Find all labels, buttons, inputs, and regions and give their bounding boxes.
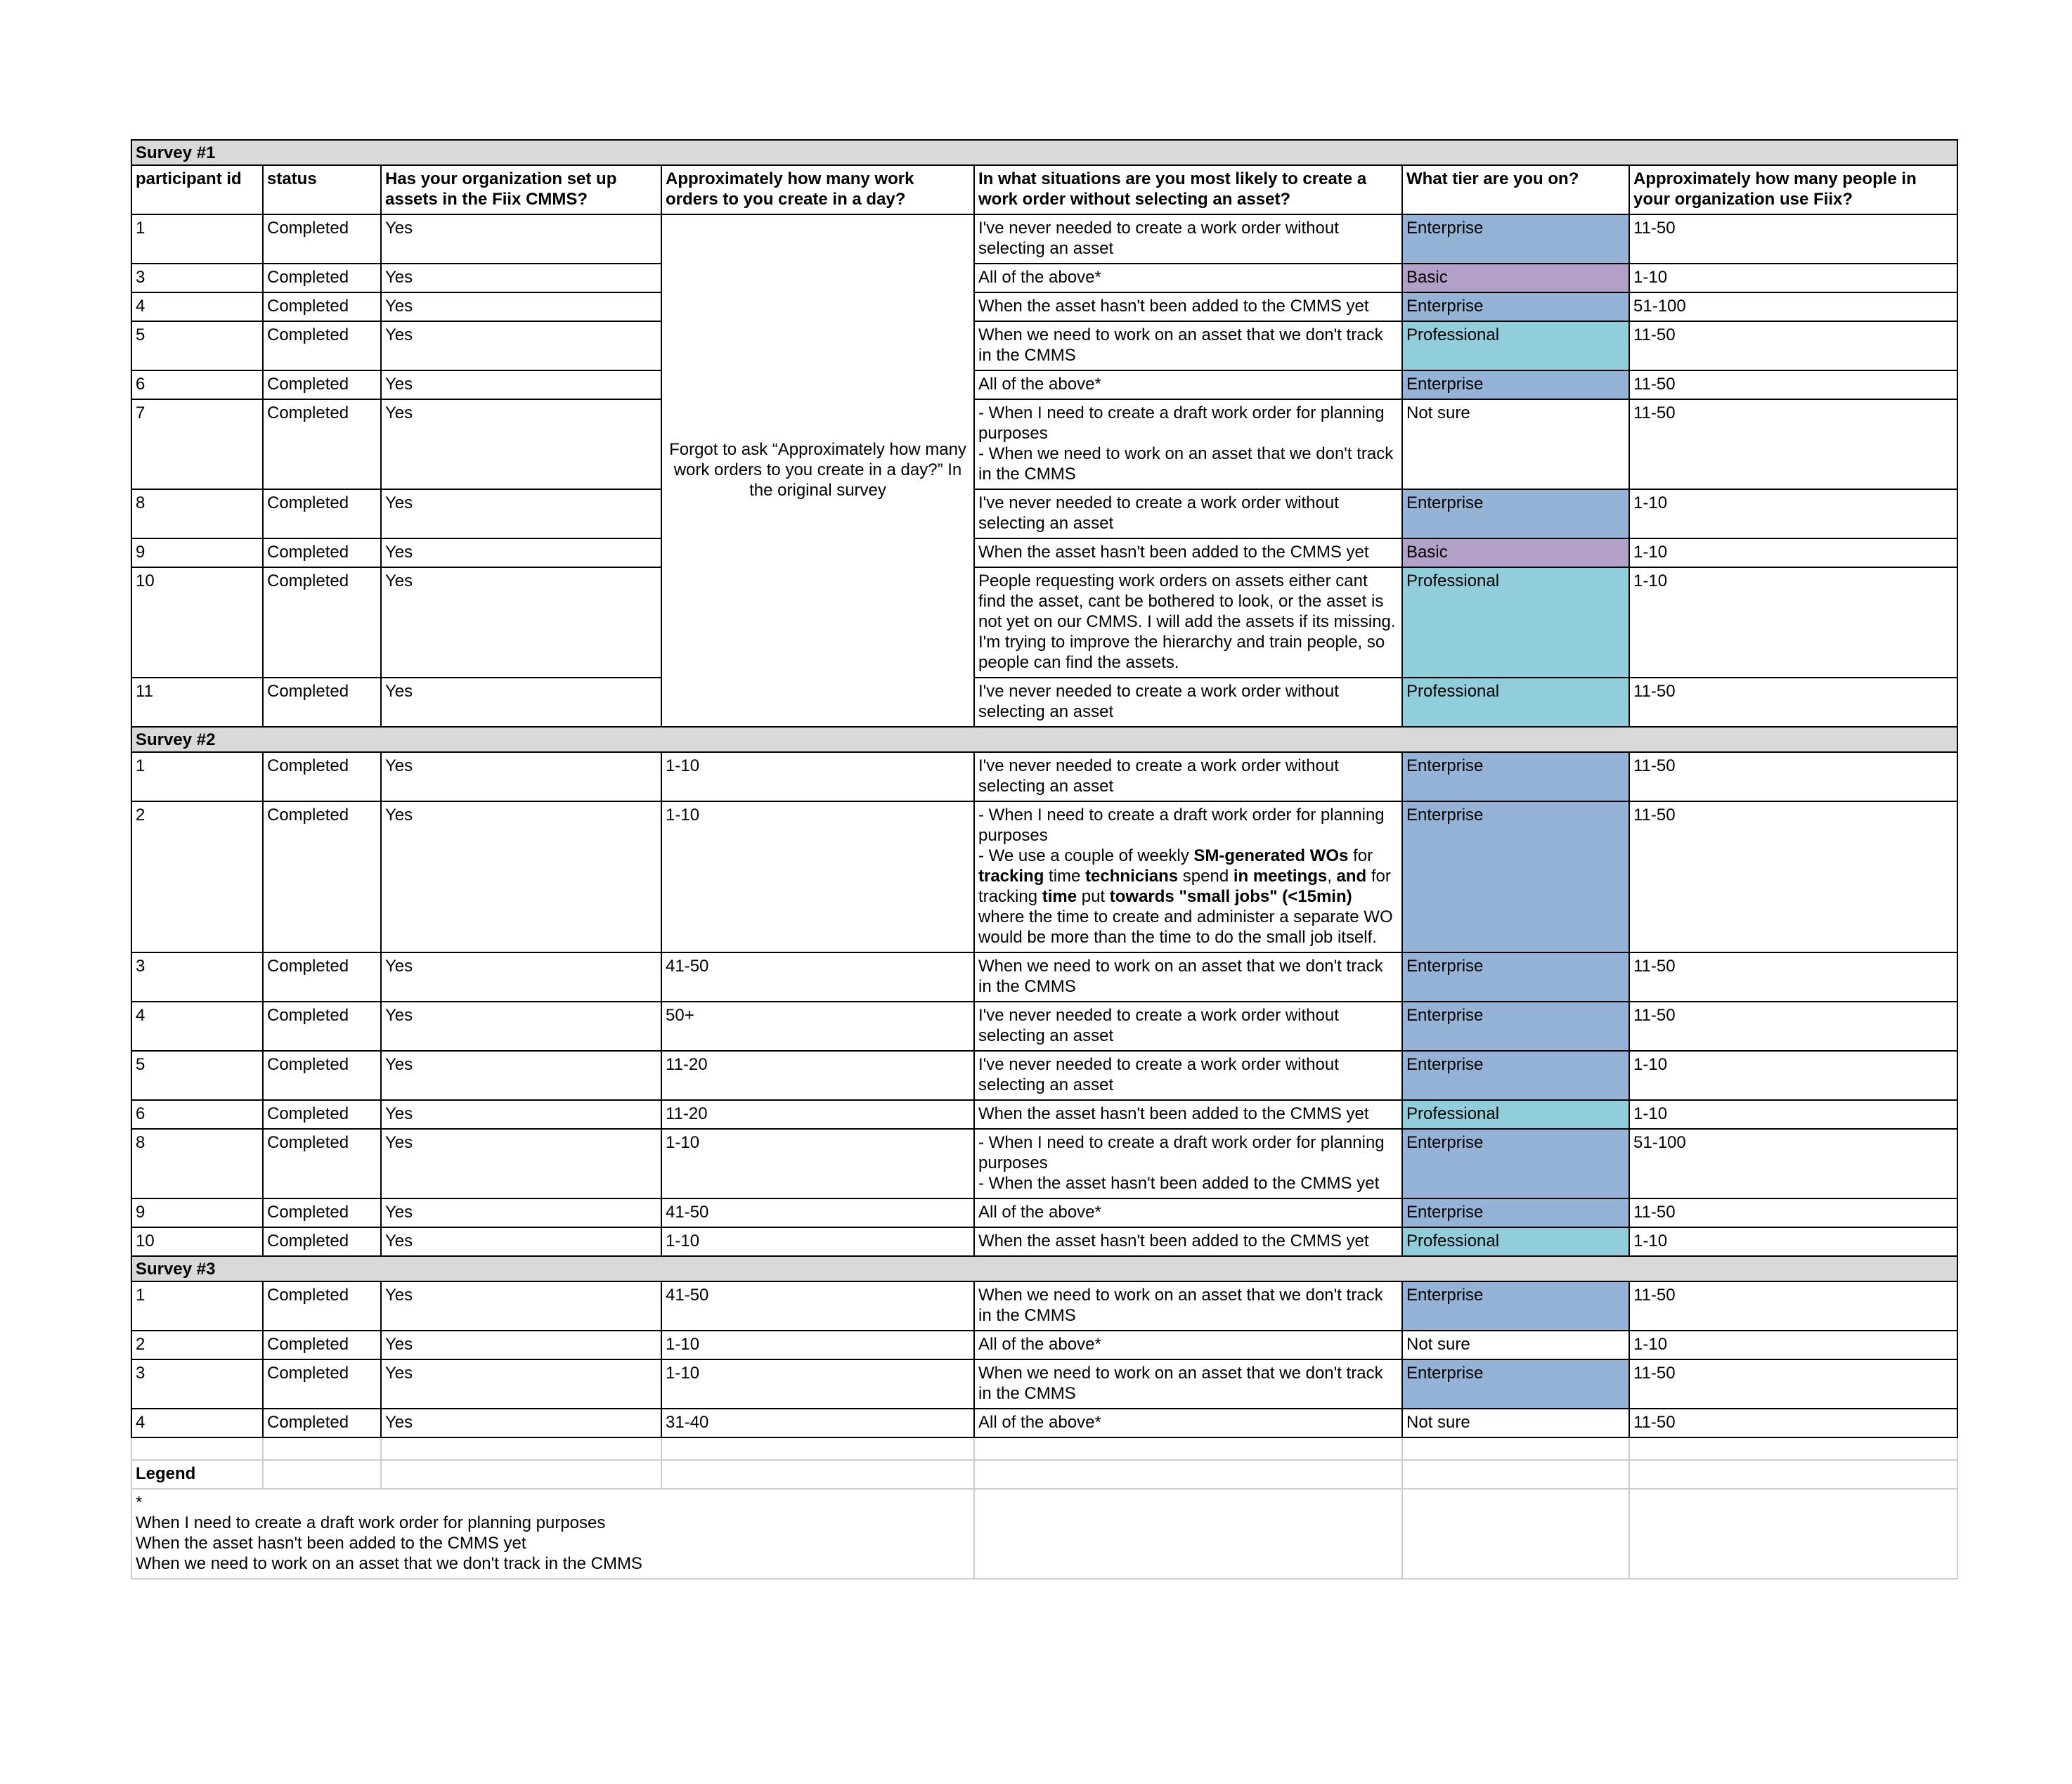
legend-title-row [131,1460,1957,1489]
assets-cell: Yes [381,214,661,264]
status-cell: Completed [263,264,381,292]
situation-cell: I've never needed to create a work order without selecting an asset [974,214,1402,264]
participant-id-cell: 8 [131,489,263,538]
situation-cell: All of the above* [974,1331,1402,1359]
people-cell: 1-10 [1629,567,1957,678]
assets-cell: Yes [381,952,661,1002]
survey3-title-row [131,1256,1957,1281]
situation-line: - When the asset hasn't been added to the CMMS yet [978,1174,1380,1193]
assets-cell: Yes [381,801,661,952]
status-cell: Completed [263,752,381,801]
people-cell: 11-50 [1629,678,1957,727]
blank-cell [381,1460,661,1489]
status-cell: Completed [263,1331,381,1359]
assets-cell: Yes [381,538,661,567]
participant-id-cell: 3 [131,1359,263,1409]
status-cell: Completed [263,292,381,321]
participant-id-cell: 11 [131,678,263,727]
status-cell: Completed [263,214,381,264]
participant-id-cell: 3 [131,952,263,1002]
situation-cell: I've never needed to create a work order without selecting an asset [974,489,1402,538]
text-segment: for tracking [978,867,1391,906]
status-cell: Completed [263,952,381,1002]
people-cell: 1-10 [1629,1331,1957,1359]
situation-cell: When we need to work on an asset that we don't track in the CMMS [974,952,1402,1002]
table-row [131,1100,1957,1129]
assets-cell: Yes [381,399,661,489]
people-cell: 1-10 [1629,1051,1957,1100]
people-cell: 1-10 [1629,1100,1957,1129]
participant-id-cell: 1 [131,214,263,264]
tier-cell: Professional [1402,321,1629,370]
work-orders-cell: 41-50 [661,952,974,1002]
participant-id-cell: 9 [131,1198,263,1227]
situation-cell: When we need to work on an asset that we don't track in the CMMS [974,1281,1402,1331]
blank-cell [1629,1437,1957,1460]
survey2-title-row [131,727,1957,752]
legend-line: When I need to create a draft work order for planning purposes [136,1513,606,1532]
assets-cell: Yes [381,752,661,801]
blank-cell [661,1460,974,1489]
legend-line: When the asset hasn't been added to the CMMS yet [136,1534,526,1553]
survey3-title: Survey #3 [131,1256,1957,1281]
work-orders-cell: 31-40 [661,1409,974,1437]
table-row [131,1002,1957,1051]
participant-id-cell: 4 [131,1002,263,1051]
header-tier: What tier are you on? [1402,165,1629,214]
work-orders-cell: 1-10 [661,752,974,801]
participant-id-cell: 7 [131,399,263,489]
table-body [131,140,1957,1579]
situation-line: - When I need to create a draft work order for planning purposes [978,403,1385,443]
work-orders-cell: 50+ [661,1002,974,1051]
people-cell: 1-10 [1629,489,1957,538]
participant-id-cell: 3 [131,264,263,292]
work-orders-cell: 41-50 [661,1198,974,1227]
tier-cell: Not sure [1402,1331,1629,1359]
blank-cell [661,1437,974,1460]
table-row [131,1198,1957,1227]
survey-1-title: Survey #1 [131,140,1957,165]
assets-cell: Yes [381,1198,661,1227]
tier-cell: Not sure [1402,399,1629,489]
blank-cell [381,1437,661,1460]
status-cell: Completed [263,538,381,567]
blank-cell [974,1460,1402,1489]
tier-cell: Professional [1402,1100,1629,1129]
participant-id-cell: 5 [131,1051,263,1100]
table-row [131,538,1957,567]
bold-segment: SM-generated WOs [1193,846,1349,865]
status-cell: Completed [263,321,381,370]
bold-segment: technicians [1085,867,1179,886]
people-cell: 11-50 [1629,370,1957,399]
bold-segment: tracking [978,867,1044,886]
table-row [131,1051,1957,1100]
participant-id-cell: 4 [131,292,263,321]
legend-line: * [136,1493,143,1512]
table-row [131,292,1957,321]
tier-cell: Enterprise [1402,370,1629,399]
status-cell: Completed [263,1129,381,1198]
table-row [131,264,1957,292]
assets-cell: Yes [381,370,661,399]
header-status: status [263,165,381,214]
situation-cell: I've never needed to create a work order without selecting an asset [974,752,1402,801]
text-segment: , [1327,867,1337,886]
people-cell: 11-50 [1629,1002,1957,1051]
people-cell: 11-50 [1629,1359,1957,1409]
situation-cell: I've never needed to create a work order without selecting an asset [974,678,1402,727]
people-cell: 11-50 [1629,952,1957,1002]
tier-cell: Enterprise [1402,1129,1629,1198]
text-segment: - We use a couple of weekly [978,846,1194,865]
participant-id-cell: 2 [131,1331,263,1359]
people-cell: 1-10 [1629,264,1957,292]
status-cell: Completed [263,1281,381,1331]
bold-segment: and [1336,867,1367,886]
survey-1-title-row [131,140,1957,165]
tier-cell: Enterprise [1402,1281,1629,1331]
tier-cell: Enterprise [1402,1359,1629,1409]
text-segment: where the time to create and administer a separate WO would be more than the time to do the small job itself. [978,907,1393,947]
survey-results-table [131,139,1958,1579]
situation-cell: I've never needed to create a work order without selecting an asset [974,1051,1402,1100]
tier-cell: Basic [1402,264,1629,292]
participant-id-cell: 1 [131,1281,263,1331]
situation-line: - When I need to create a draft work order for planning purposes [978,1133,1385,1172]
assets-cell: Yes [381,292,661,321]
participant-id-cell: 10 [131,567,263,678]
people-cell: 51-100 [1629,292,1957,321]
work-orders-cell: 1-10 [661,1129,974,1198]
legend-body-row [131,1489,1957,1579]
table-row [131,1409,1957,1437]
tier-cell: Enterprise [1402,752,1629,801]
tier-cell: Professional [1402,1227,1629,1256]
participant-id-cell: 8 [131,1129,263,1198]
tier-cell: Enterprise [1402,1002,1629,1051]
participant-id-cell: 5 [131,321,263,370]
table-row [131,370,1957,399]
situation-cell: When we need to work on an asset that we don't track in the CMMS [974,1359,1402,1409]
work-orders-cell: 1-10 [661,1227,974,1256]
assets-cell: Yes [381,1100,661,1129]
tier-cell: Not sure [1402,1409,1629,1437]
text-segment: spend [1178,867,1234,886]
participant-id-cell: 4 [131,1409,263,1437]
header-assets-setup: Has your organization set up assets in the Fiix CMMS? [381,165,661,214]
situation-cell: When the asset hasn't been added to the CMMS yet [974,538,1402,567]
participant-id-cell: 6 [131,370,263,399]
merged-note-cell: Forgot to ask “Approximately how many work orders to you create in a day?” In the original survey [661,214,974,727]
people-cell: 1-10 [1629,1227,1957,1256]
table-row [131,1359,1957,1409]
assets-cell: Yes [381,1002,661,1051]
legend-title: Legend [131,1460,263,1489]
assets-cell: Yes [381,1227,661,1256]
table-row [131,952,1957,1002]
work-orders-cell: 1-10 [661,1359,974,1409]
status-cell: Completed [263,1359,381,1409]
legend-line: When we need to work on an asset that we don't track in the CMMS [136,1554,642,1573]
status-cell: Completed [263,567,381,678]
table-row [131,678,1957,727]
bold-segment: towards "small jobs" (<15min) [1109,887,1352,906]
text-segment: time [1044,867,1086,886]
status-cell: Completed [263,1002,381,1051]
tier-cell: Enterprise [1402,489,1629,538]
situation-line: - When I need to create a draft work order for planning purposes [978,806,1385,845]
text-segment: put [1077,887,1110,906]
table-row [131,399,1957,489]
situation-cell: All of the above* [974,264,1402,292]
assets-cell: Yes [381,1359,661,1409]
blank-row [131,1437,1957,1460]
situation-cell: I've never needed to create a work order without selecting an asset [974,1002,1402,1051]
assets-cell: Yes [381,1129,661,1198]
status-cell: Completed [263,489,381,538]
participant-id-cell: 9 [131,538,263,567]
blank-cell [1629,1460,1957,1489]
participant-id-cell: 1 [131,752,263,801]
tier-cell: Basic [1402,538,1629,567]
table-row [131,567,1957,678]
header-participant-id: participant id [131,165,263,214]
work-orders-cell: 11-20 [661,1100,974,1129]
people-cell: 51-100 [1629,1129,1957,1198]
blank-cell [1402,1460,1629,1489]
participant-id-cell: 10 [131,1227,263,1256]
status-cell: Completed [263,1051,381,1100]
status-cell: Completed [263,370,381,399]
situation-line: - When we need to work on an asset that we don't track in the CMMS [978,444,1394,484]
table-row [131,489,1957,538]
people-cell: 11-50 [1629,801,1957,952]
tier-cell: Enterprise [1402,214,1629,264]
bold-segment: time [1042,887,1077,906]
situation-cell: When the asset hasn't been added to the CMMS yet [974,292,1402,321]
blank-cell [263,1437,381,1460]
assets-cell: Yes [381,321,661,370]
work-orders-cell: 41-50 [661,1281,974,1331]
people-cell: 11-50 [1629,1281,1957,1331]
assets-cell: Yes [381,489,661,538]
blank-cell [131,1437,263,1460]
assets-cell: Yes [381,567,661,678]
legend-text [131,1489,974,1579]
people-cell: 11-50 [1629,1198,1957,1227]
blank-cell [263,1460,381,1489]
people-cell: 11-50 [1629,214,1957,264]
blank-cell [974,1489,1402,1579]
bold-segment: in meetings [1233,867,1328,886]
blank-cell [1402,1437,1629,1460]
status-cell: Completed [263,1227,381,1256]
blank-cell [1402,1489,1629,1579]
table-row [131,1129,1957,1198]
situation-cell [974,399,1402,489]
situation-cell: All of the above* [974,370,1402,399]
assets-cell: Yes [381,1331,661,1359]
situation-cell: All of the above* [974,1198,1402,1227]
status-cell: Completed [263,678,381,727]
table-row [131,321,1957,370]
participant-id-cell: 2 [131,801,263,952]
assets-cell: Yes [381,1051,661,1100]
work-orders-cell: 11-20 [661,1051,974,1100]
table-row [131,1331,1957,1359]
status-cell: Completed [263,1198,381,1227]
header-situations: In what situations are you most likely to create a work order without selecting an asset? [974,165,1402,214]
status-cell: Completed [263,801,381,952]
header-work-orders-per-day: Approximately how many work orders to you create in a day? [661,165,974,214]
blank-cell [1629,1489,1957,1579]
tier-cell: Enterprise [1402,292,1629,321]
people-cell: 11-50 [1629,321,1957,370]
situation-cell [974,801,1402,952]
situation-cell [974,1129,1402,1198]
text-segment: for [1348,846,1373,865]
situation-cell: People requesting work orders on assets either cant find the asset, cant be bothered to look, or the asset is not yet on our CMMS. I will add the assets if its missing. I'm trying to improve the hierarchy and train people, so people can find the assets. [974,567,1402,678]
status-cell: Completed [263,1100,381,1129]
table-row [131,801,1957,952]
tier-cell: Enterprise [1402,952,1629,1002]
header-people: Approximately how many people in your organization use Fiix? [1629,165,1957,214]
tier-cell: Professional [1402,567,1629,678]
people-cell: 11-50 [1629,1409,1957,1437]
tier-cell: Enterprise [1402,1051,1629,1100]
tier-cell: Professional [1402,678,1629,727]
assets-cell: Yes [381,678,661,727]
status-cell: Completed [263,1409,381,1437]
status-cell: Completed [263,399,381,489]
tier-cell: Enterprise [1402,1198,1629,1227]
table-row [131,1281,1957,1331]
assets-cell: Yes [381,264,661,292]
people-cell: 1-10 [1629,538,1957,567]
situation-cell: When the asset hasn't been added to the CMMS yet [974,1100,1402,1129]
people-cell: 11-50 [1629,399,1957,489]
work-orders-cell: 1-10 [661,801,974,952]
work-orders-cell: 1-10 [661,1331,974,1359]
tier-cell: Enterprise [1402,801,1629,952]
survey2-title: Survey #2 [131,727,1957,752]
situation-cell: When the asset hasn't been added to the CMMS yet [974,1227,1402,1256]
situation-cell: All of the above* [974,1409,1402,1437]
blank-cell [974,1437,1402,1460]
participant-id-cell: 6 [131,1100,263,1129]
table-row [131,752,1957,801]
assets-cell: Yes [381,1409,661,1437]
situation-cell: When we need to work on an asset that we don't track in the CMMS [974,321,1402,370]
assets-cell: Yes [381,1281,661,1331]
table-row [131,1227,1957,1256]
header-row [131,165,1957,214]
people-cell: 11-50 [1629,752,1957,801]
situation-rich-text [978,846,1393,947]
table-row [131,214,1957,264]
